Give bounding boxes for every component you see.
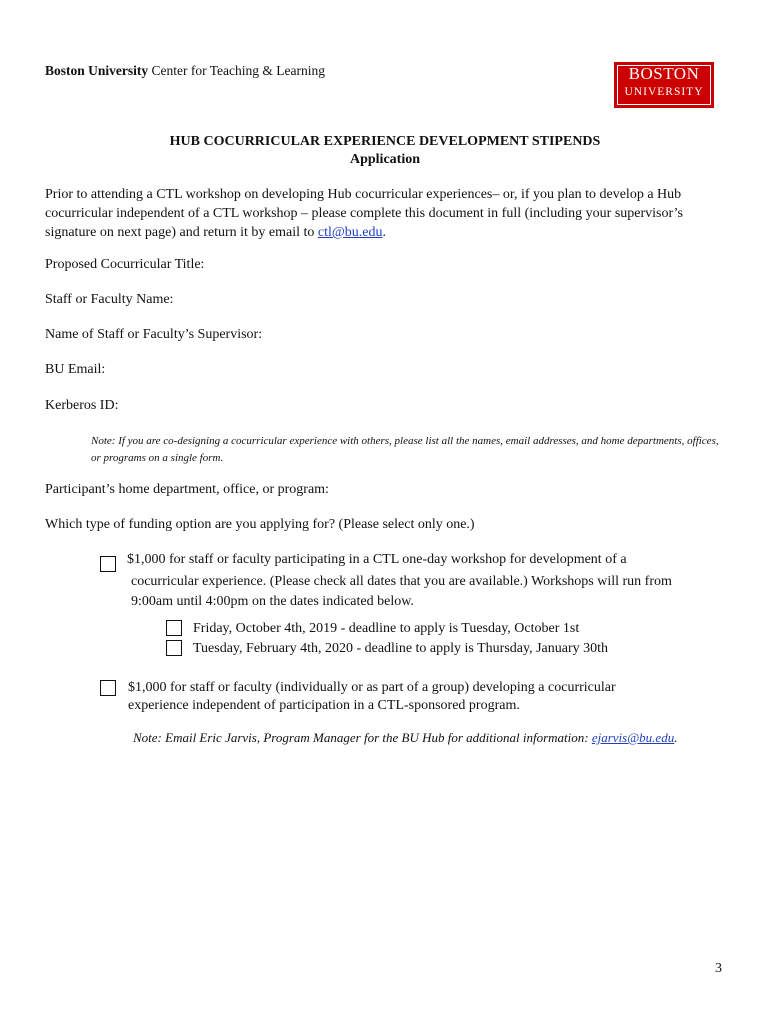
contact-note: [133, 730, 677, 746]
supervisor-name-label: Name of Staff or Faculty’s Supervisor:: [45, 327, 263, 342]
header-org: [45, 63, 325, 79]
date2-checkbox[interactable]: [166, 640, 182, 656]
logo-line-2: UNIVERSITY: [624, 86, 704, 98]
date2-label: Tuesday, February 4th, 2020 - deadline to apply is Thursday, January 30th: [193, 641, 609, 656]
staff-name-label: Staff or Faculty Name:: [45, 292, 174, 307]
date1-label: Friday, October 4th, 2019 - deadline to apply is Tuesday, October 1st: [193, 621, 580, 636]
option1-line3: 9:00am until 4:00pm on the dates indicated below.: [131, 594, 414, 609]
option1-checkbox[interactable]: [100, 556, 116, 572]
logo-line-1: BOSTON: [628, 64, 700, 83]
org-name-bold: Boston University: [45, 63, 149, 78]
option2-checkbox[interactable]: [100, 680, 116, 696]
bu-email-label: BU Email:: [45, 362, 106, 377]
page-number: 3: [715, 961, 722, 976]
contact-note-end: .: [674, 730, 678, 745]
kerberos-id-label: Kerberos ID:: [45, 398, 119, 413]
codesign-note: Note: If you are co-designing a cocurricular experience with others, please list all the names, email addresses, and home departments, offices, or programs on a single form.: [91, 435, 719, 464]
ctl-email-link[interactable]: ctl@bu.edu: [317, 225, 383, 240]
jarvis-email-link[interactable]: ejarvis@bu.edu: [591, 730, 675, 745]
intro-text: Prior to attending a CTL workshop on developing Hub cocurricular experiences– or, if you plan to develop a Hub cocurricular independent of a CTL workshop – please complete this document in full (including your supervisor’s signature on next page) and return it by email to: [45, 187, 684, 240]
contact-note-text: Note: Email Eric Jarvis, Program Manager for the BU Hub for additional information:: [133, 730, 592, 745]
intro-end: .: [382, 225, 387, 240]
org-name-rest: Center for Teaching & Learning: [151, 63, 326, 78]
option1-line2: cocurricular experience. (Please check all dates that you are available.) Workshops will run from: [131, 574, 672, 589]
home-department-label: Participant’s home department, office, or program:: [45, 482, 329, 497]
document-subtitle: Application: [349, 152, 420, 167]
funding-question: Which type of funding option are you applying for? (Please select only one.): [45, 517, 475, 532]
date1-checkbox[interactable]: [166, 620, 182, 636]
cocurricular-title-label: Proposed Cocurricular Title:: [45, 257, 205, 272]
option2-line1: $1,000 for staff or faculty (individually or as part of a group) developing a cocurricular: [128, 680, 616, 695]
option1-line1: $1,000 for staff or faculty participating in a CTL one-day workshop for development of a: [127, 552, 627, 567]
option2-line2: experience independent of participation in a CTL-sponsored program.: [128, 698, 520, 713]
bu-logo: [614, 62, 714, 108]
document-title: HUB COCURRICULAR EXPERIENCE DEVELOPMENT STIPENDS: [169, 134, 601, 149]
intro-paragraph: [45, 185, 725, 242]
